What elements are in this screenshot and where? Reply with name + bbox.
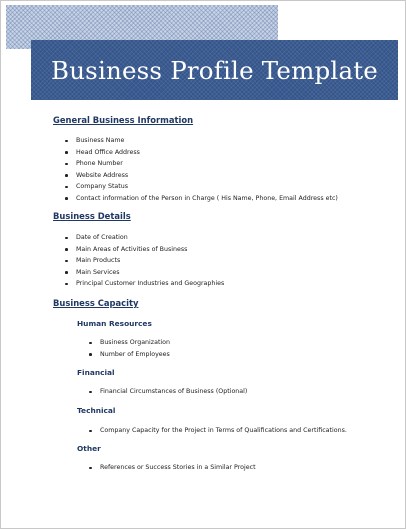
technical-list (89, 425, 347, 437)
general-info-list (65, 135, 338, 204)
list-item: Financial Circumstances of Business (Optional) (89, 386, 247, 398)
section-title-details: Business Details (53, 211, 131, 221)
list-item: Main Products (65, 255, 224, 267)
business-details-list (65, 232, 224, 290)
list-item: Company Status (65, 181, 338, 193)
human-resources-list (89, 337, 170, 360)
list-item: Date of Creation (65, 232, 224, 244)
list-item: Head Office Address (65, 147, 338, 159)
subsection-title-other: Other (77, 444, 101, 453)
subsection-title-financial: Financial (77, 368, 115, 377)
list-item: Main Services (65, 267, 224, 279)
list-item: Contact information of the Person in Charge ( His Name, Phone, Email Address etc) (65, 193, 338, 205)
list-item: Principal Customer Industries and Geographies (65, 278, 224, 290)
list-item: References or Success Stories in a Similar Project (89, 462, 256, 474)
list-item: Number of Employees (89, 349, 170, 361)
subsection-title-technical: Technical (77, 406, 116, 415)
other-list (89, 462, 256, 474)
list-item: Business Name (65, 135, 338, 147)
subsection-title-human-resources: Human Resources (77, 319, 152, 328)
list-item: Company Capacity for the Project in Terms of Qualifications and Certifications. (89, 425, 347, 437)
financial-list (89, 386, 247, 398)
title-banner (31, 40, 398, 100)
list-item: Website Address (65, 170, 338, 182)
list-item: Main Areas of Activities of Business (65, 244, 224, 256)
section-title-general: General Business Information (53, 115, 194, 125)
section-title-capacity: Business Capacity (53, 298, 139, 308)
document-title: Business Profile Template (50, 55, 379, 85)
list-item: Business Organization (89, 337, 170, 349)
list-item: Phone Number (65, 158, 338, 170)
